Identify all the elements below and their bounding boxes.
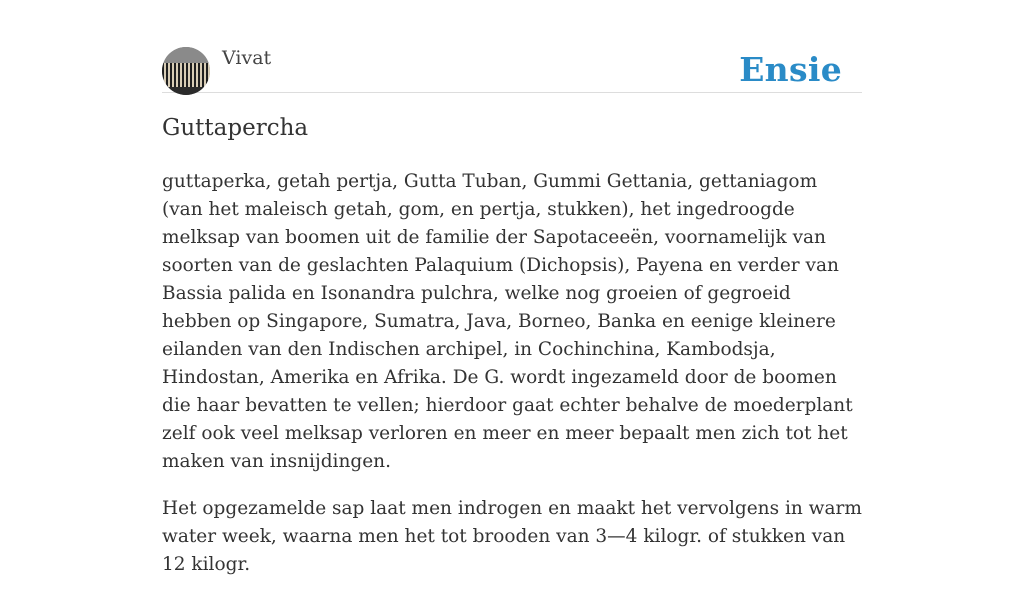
paragraph: guttaperka, getah pertja, Gutta Tuban, Gummi Gettania, gettaniagom (van het maleisch getah, gom, en pertja, stukken), het ingedroogde melksap van boomen uit de familie der Sapotaceeën, voornamelijk van soorten van de geslachten Palaquium (Dichopsis), Payena en verder van Bassia palida en Isonandra pulchra, welke nog groeien of gegroeid hebben op Singapore, Sumatra, Java, Borneo, Banka en eenige kleinere eilanden van den Indischen archipel, in Cochinchina, Kambodsja, Hindostan, Amerika en Afrika. De G. wordt ingezameld door de boomen die haar bevatten te vellen; hierdoor gaat echter behalve de moederplant zelf ook veel melksap verloren en meer en meer bepaalt men zich tot het maken van insnijdingen. (162, 171, 853, 472)
author-name[interactable]: Vivat (222, 47, 272, 69)
paragraph: Het opgezamelde sap laat men indrogen en maakt het vervolgens in warm water week, waarna men het tot brooden van 3—4 kilogr. of stukken van 12 kilogr. (162, 498, 862, 575)
header (162, 44, 862, 93)
article-body (162, 168, 862, 598)
site-logo[interactable]: Ensie (739, 50, 842, 89)
avatar[interactable] (162, 47, 210, 95)
page-title: Guttapercha (162, 115, 309, 141)
